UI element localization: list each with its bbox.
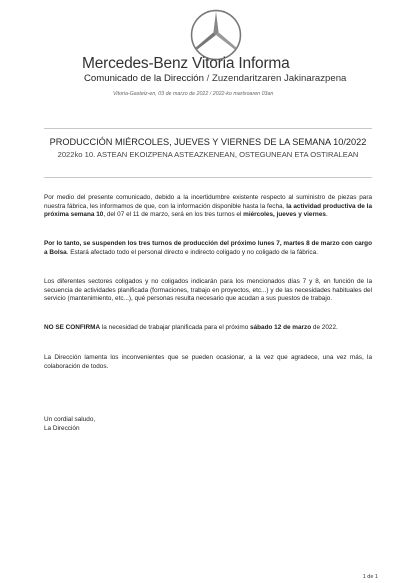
closing: Un cordial saludo, <box>44 416 96 423</box>
subtitle-separator: / <box>203 73 212 84</box>
dateline: Vitoria-Gasteiz-en, 03 de marzo de 2022 / 2022-ko martxoaren 03an <box>113 91 274 97</box>
document-title-basque: 2022ko 10. ASTEAN EKOIZPENA ASTEAZKENEAN, OSTEGUNEAN ETA OSTIRALEAN <box>57 150 359 159</box>
paragraph-2: Por lo tanto, se suspenden los tres turnos de producción del próximo lunes 7, martes 8 de marzo con cargo a Bolsa. Estará afectado todo el personal directo e indirecto coligado y no coligado de la fábrica. <box>44 240 372 256</box>
divider-top <box>44 128 372 129</box>
document-title-spanish: PRODUCCIÓN MIÉRCOLES, JUEVES Y VIERNES DE LA SEMANA 10/2022 <box>49 137 367 147</box>
divider-bottom <box>44 177 372 178</box>
paragraph-5: La Dirección lamenta los inconvenientes que se pueden ocasionar, a la vez que agradece, una vez más, la colaboración de todos. <box>44 354 372 370</box>
brand-subtitle <box>84 73 404 84</box>
mercedes-star-icon <box>190 9 242 61</box>
paragraph-3: Los diferentes sectores coligados y no coligados indicarán para los mencionados días 7 y 8, en función de la secuencia de actividades planificada (formaciones, trabajo en proyectos, etc...) y de las necesidades habituales del servicio (mantenimiento, etc...), qué personas resulta necesario que acudan a sus puestos de trabajo. <box>44 278 372 303</box>
page-number: 1 de 1 <box>362 574 378 580</box>
brand-title: Mercedes-Benz Vitoria Informa <box>82 55 290 72</box>
paragraph-1: Por medio del presente comunicado, debido a la incertidumbre existente respecto al suministro de piezas para nuestra fábrica, les informamos de que, con la información disponible hasta la fecha, la actividad productiva de la próxima semana 10, del 07 el 11 de marzo, será en los tres turnos el miércoles, jueves y viernes. <box>44 194 373 219</box>
paragraph-4: NO SE CONFIRMA la necesidad de trabajar planificada para el próximo sábado 12 de marzo de 2022. <box>44 324 338 331</box>
subtitle-basque: Zuzendaritzaren Jakinarazpena <box>211 73 347 84</box>
signature: La Dirección <box>44 425 80 432</box>
subtitle-spanish: Comunicado de la Dirección <box>84 73 204 84</box>
